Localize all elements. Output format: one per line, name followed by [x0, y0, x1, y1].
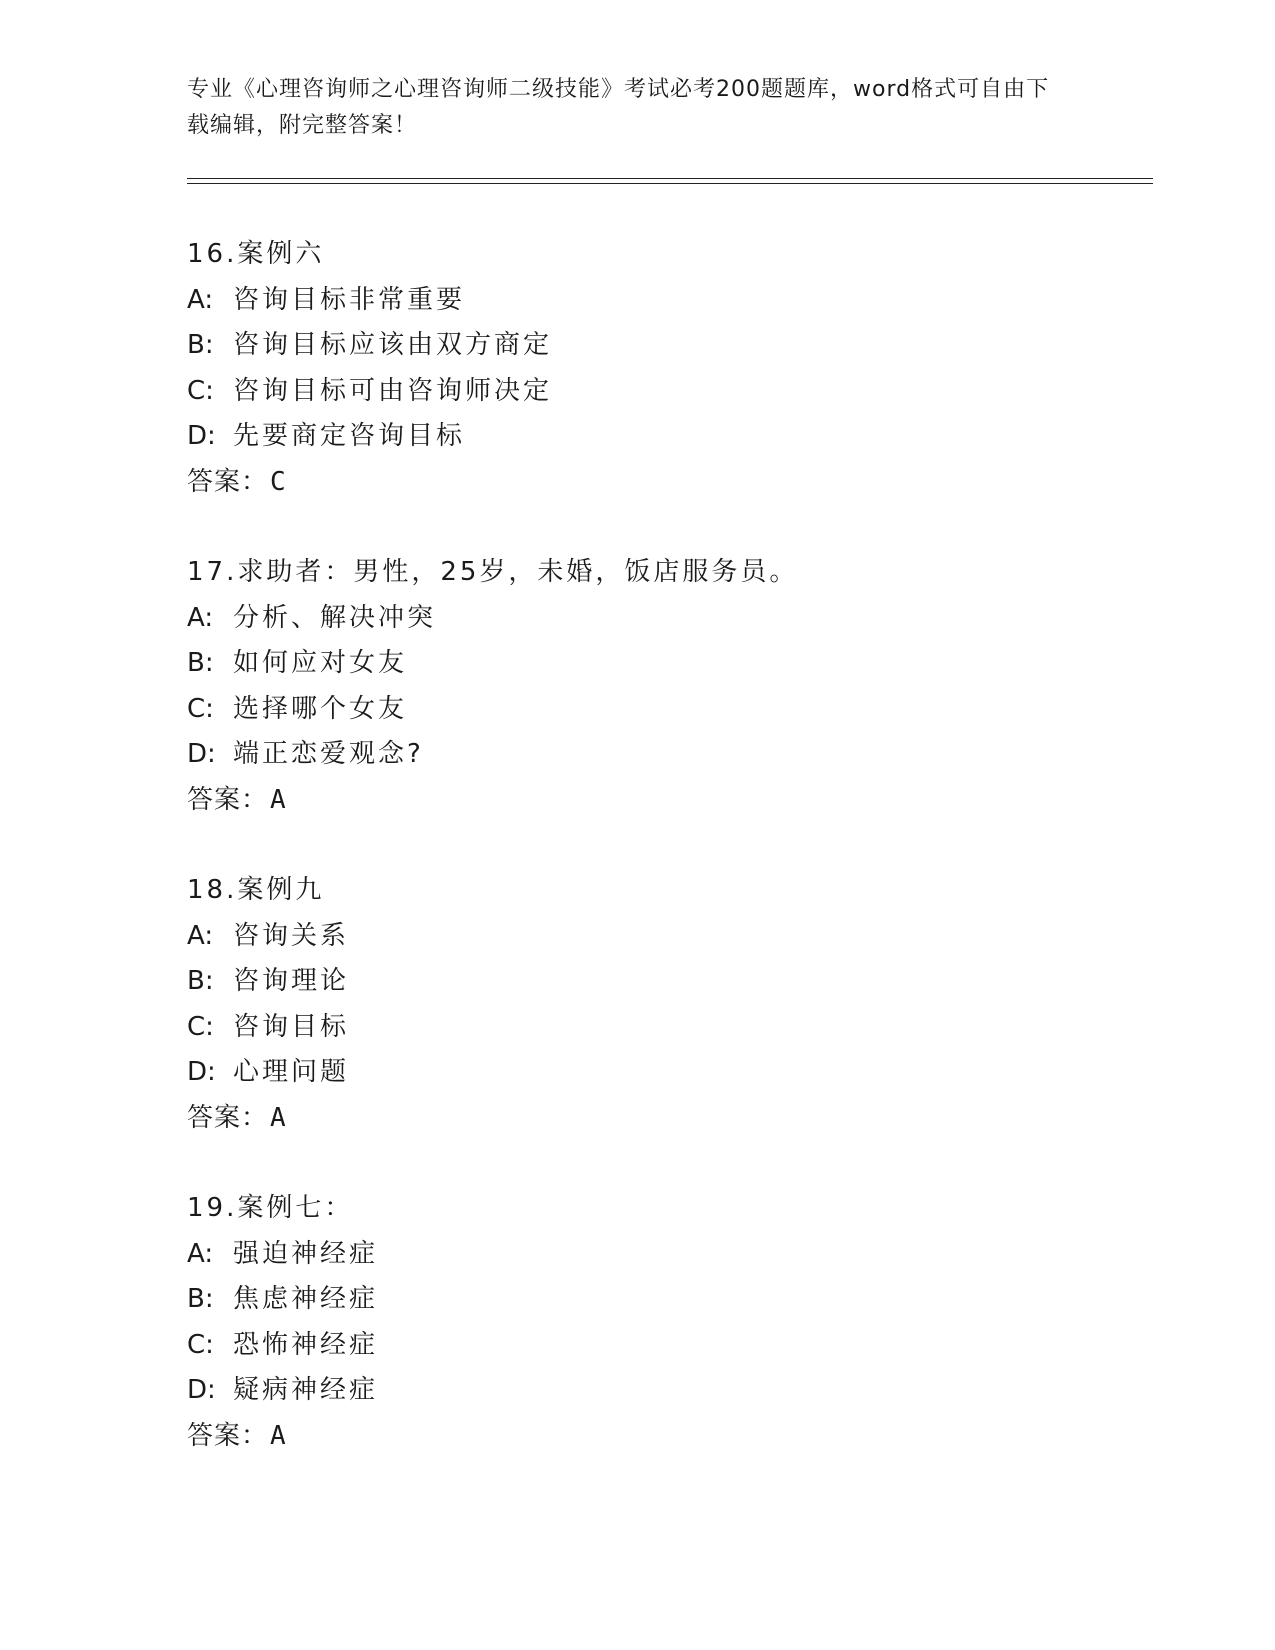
option-b	[187, 959, 1087, 1005]
option-b	[187, 323, 1087, 369]
option-c	[187, 1323, 1087, 1369]
question-17	[187, 550, 1087, 823]
option-b	[187, 641, 1087, 687]
option-letter: D:	[187, 739, 216, 769]
option-letter: C:	[187, 1329, 214, 1360]
option-letter: A:	[187, 1238, 214, 1269]
option-text: 如何应对女友	[233, 648, 408, 678]
option-letter: D:	[187, 1057, 216, 1087]
option-a	[187, 1232, 1087, 1278]
option-letter: B:	[187, 1284, 214, 1314]
option-d	[187, 1368, 1087, 1414]
option-text: 咨询目标	[233, 1011, 350, 1042]
option-text: 分析、解决冲突	[233, 602, 437, 633]
question-stem: 17.求助者：男性，25岁，未婚，饭店服务员。	[187, 557, 799, 587]
option-text: 疑病神经症	[233, 1375, 379, 1405]
option-d	[187, 414, 1087, 460]
option-letter: C:	[187, 693, 214, 724]
option-b	[187, 1277, 1087, 1323]
option-d	[187, 1050, 1087, 1096]
option-d	[187, 732, 1087, 778]
option-text: 咨询目标应该由双方商定	[233, 330, 553, 360]
answer-label: 答案：	[187, 1420, 269, 1451]
option-text: 咨询目标可由咨询师决定	[233, 375, 553, 406]
header-divider-top	[187, 178, 1153, 179]
question-stem: 19.案例七：	[187, 1193, 354, 1223]
option-letter: D:	[187, 1375, 216, 1405]
header-divider-bottom	[187, 183, 1153, 184]
answer-label: 答案：	[187, 1102, 269, 1133]
option-letter: A:	[187, 602, 214, 633]
question-stem: 18.案例九	[187, 875, 325, 905]
answer-line	[187, 1414, 1087, 1460]
option-text: 焦虑神经症	[233, 1284, 379, 1314]
option-text: 咨询目标非常重要	[233, 284, 466, 315]
option-c	[187, 1005, 1087, 1051]
answer-line	[187, 460, 1087, 506]
option-text: 端正恋爱观念?	[233, 739, 424, 769]
option-letter: D:	[187, 421, 216, 451]
option-text: 心理问题	[233, 1057, 350, 1087]
answer-value: A	[270, 1102, 287, 1133]
question-18	[187, 868, 1087, 1141]
document-header: 专业《心理咨询师之心理咨询师二级技能》考试必考200题题库，word格式可自由下载编辑，附完整答案！	[187, 77, 1050, 138]
option-text: 强迫神经症	[233, 1238, 379, 1269]
question-16	[187, 232, 1087, 505]
option-letter: B:	[187, 330, 214, 360]
option-c	[187, 687, 1087, 733]
option-letter: B:	[187, 648, 214, 678]
option-a	[187, 278, 1087, 324]
option-c	[187, 369, 1087, 415]
answer-label: 答案：	[187, 466, 269, 497]
option-text: 选择哪个女友	[233, 693, 408, 724]
answer-value: A	[270, 1420, 287, 1451]
answer-line	[187, 778, 1087, 824]
answer-value: A	[270, 784, 287, 815]
option-text: 咨询理论	[233, 966, 350, 996]
option-letter: B:	[187, 966, 214, 996]
option-a	[187, 914, 1087, 960]
option-text: 咨询关系	[233, 920, 350, 951]
option-letter: A:	[187, 920, 214, 951]
question-stem: 16.案例六	[187, 239, 325, 269]
option-letter: C:	[187, 1011, 214, 1042]
question-19	[187, 1186, 1087, 1459]
answer-value: C	[270, 466, 287, 497]
option-text: 先要商定咨询目标	[233, 421, 466, 451]
option-a	[187, 596, 1087, 642]
option-letter: A:	[187, 284, 214, 315]
answer-label: 答案：	[187, 784, 269, 815]
answer-line	[187, 1096, 1087, 1142]
option-letter: C:	[187, 375, 214, 406]
option-text: 恐怖神经症	[233, 1329, 379, 1360]
